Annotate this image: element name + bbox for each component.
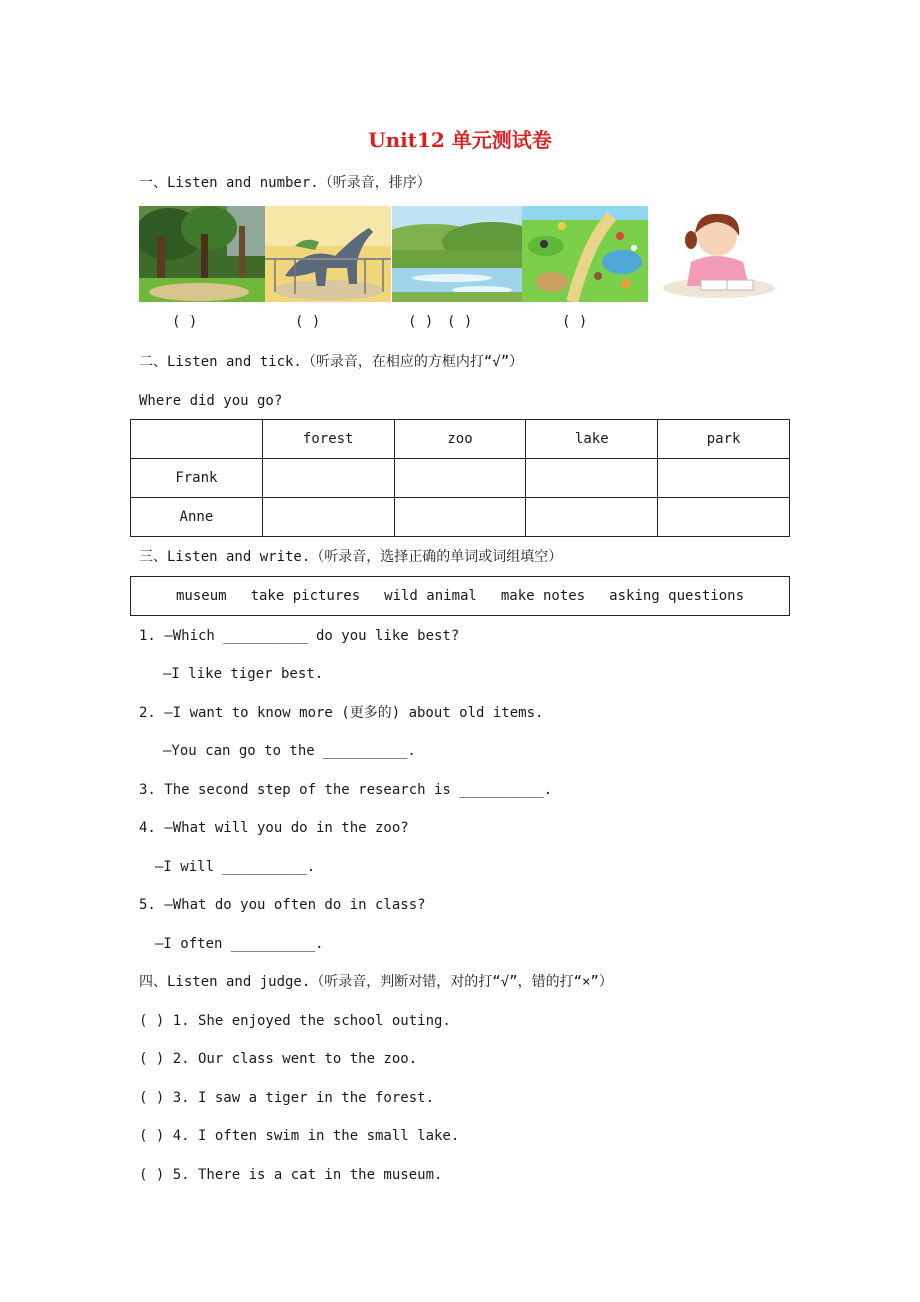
picture-row	[139, 206, 779, 302]
tick-cell[interactable]	[262, 459, 394, 498]
tick-cell[interactable]	[526, 498, 658, 537]
word-option: take pictures	[250, 588, 361, 604]
order-bracket-4[interactable]: ( )	[447, 314, 473, 330]
answer-line-1: —I like tiger best.	[163, 666, 324, 682]
part2-question: Where did you go?	[139, 393, 283, 409]
word-option: museum	[175, 588, 227, 604]
table-row	[131, 459, 790, 498]
answer-line-4[interactable]: —I will __________.	[155, 859, 316, 875]
judge-item-5[interactable]: ( ) 5. There is a cat in the museum.	[139, 1167, 443, 1183]
fill-line-4: 4. —What will you do in the zoo?	[139, 820, 409, 836]
fill-line-2: 2. —I want to know more (更多的) about old items.	[139, 705, 544, 721]
zoo-map-picture	[522, 206, 648, 302]
row-label: Frank	[131, 459, 263, 498]
part3-heading: 三、Listen and write.（听录音，选择正确的单词或词组填空）	[139, 549, 563, 565]
tick-cell[interactable]	[262, 498, 394, 537]
girl-writing-picture	[651, 206, 779, 302]
part4-heading: 四、Listen and judge.（听录音，判断对错，对的打“√”，错的打“×”）	[139, 974, 613, 990]
table-header-row	[131, 420, 790, 459]
table-header-cell: zoo	[394, 420, 526, 459]
order-bracket-1[interactable]: ( )	[172, 314, 198, 330]
order-bracket-5[interactable]: ( )	[562, 314, 588, 330]
row-label: Anne	[131, 498, 263, 537]
forest-picture	[139, 206, 265, 302]
word-option: wild animal	[384, 588, 477, 604]
lake-picture	[392, 206, 522, 302]
order-bracket-2[interactable]: ( )	[295, 314, 321, 330]
fill-line-5: 5. —What do you often do in class?	[139, 897, 426, 913]
tick-cell[interactable]	[394, 498, 526, 537]
judge-item-4[interactable]: ( ) 4. I often swim in the small lake.	[139, 1128, 460, 1144]
answer-line-5[interactable]: —I often __________.	[155, 936, 324, 952]
tick-cell[interactable]	[658, 498, 790, 537]
fill-line-1[interactable]: 1. —Which __________ do you like best?	[139, 628, 460, 644]
page-title: Unit12 单元测试卷	[368, 128, 552, 152]
judge-item-2[interactable]: ( ) 2. Our class went to the zoo.	[139, 1051, 418, 1067]
judge-item-1[interactable]: ( ) 1. She enjoyed the school outing.	[139, 1013, 451, 1029]
table-row	[131, 498, 790, 537]
table-header-cell: forest	[262, 420, 394, 459]
tick-cell[interactable]	[526, 459, 658, 498]
tick-table	[130, 419, 790, 537]
answer-line-2[interactable]: —You can go to the __________.	[163, 743, 416, 759]
tick-cell[interactable]	[394, 459, 526, 498]
fill-line-3[interactable]: 3. The second step of the research is __________.	[139, 782, 553, 798]
table-header-cell	[131, 420, 263, 459]
dinosaur-museum-picture	[265, 206, 391, 302]
word-option: asking questions	[609, 588, 745, 604]
word-bank	[130, 576, 790, 616]
order-bracket-3[interactable]: ( )	[408, 314, 434, 330]
tick-cell[interactable]	[658, 459, 790, 498]
word-option: make notes	[500, 588, 586, 604]
table-header-cell: lake	[526, 420, 658, 459]
judge-item-3[interactable]: ( ) 3. I saw a tiger in the forest.	[139, 1090, 435, 1106]
table-header-cell: park	[658, 420, 790, 459]
part1-heading: 一、Listen and number.（听录音，排序）	[139, 175, 431, 191]
part2-heading: 二、Listen and tick.（听录音，在相应的方框内打“√”）	[139, 354, 524, 370]
